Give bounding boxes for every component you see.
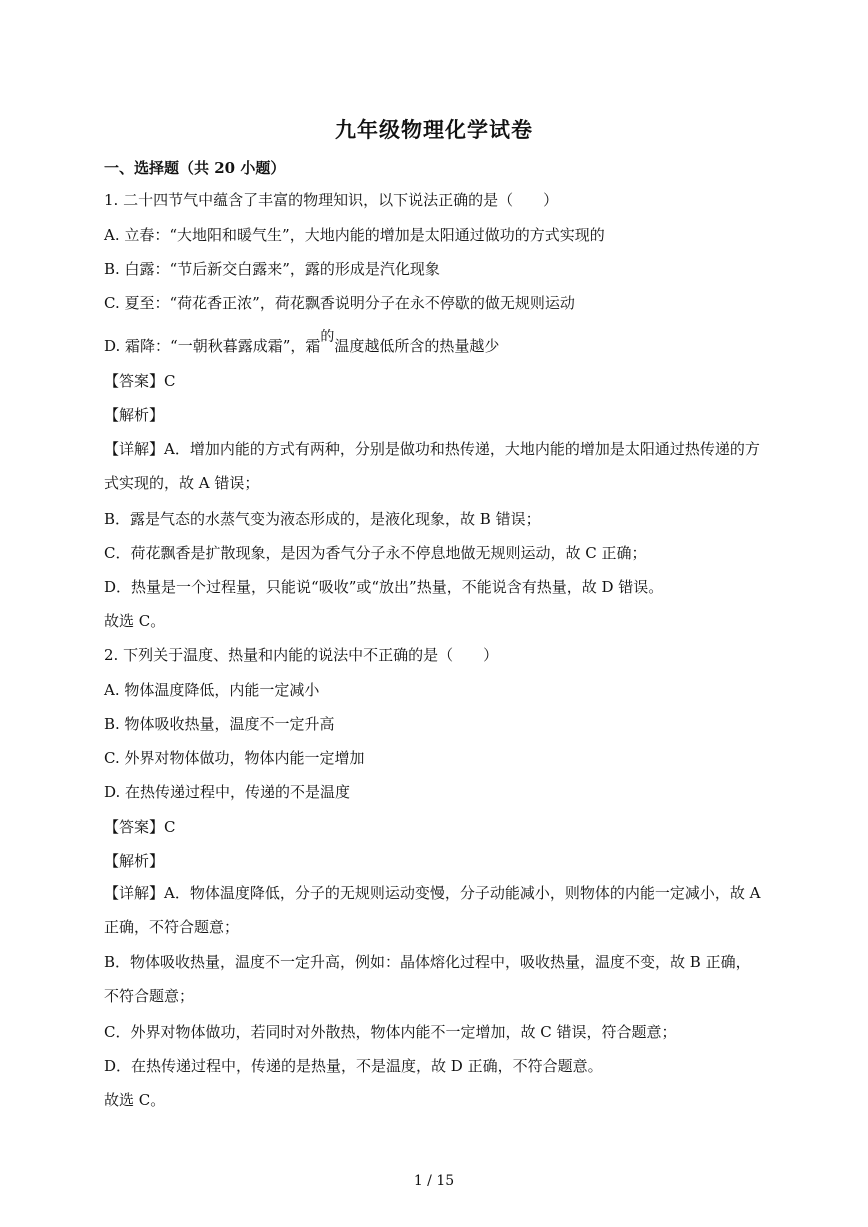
question-1-detail-b: B．露是气态的水蒸气变为液态形成的，是液化现象，故 B 错误； xyxy=(104,510,541,528)
question-2-option-a: A. 物体温度降低，内能一定减小 xyxy=(104,681,320,699)
question-2-analysis-label: 【解析】 xyxy=(104,852,165,870)
question-1-option-d xyxy=(104,329,500,357)
option-d-text-before: D. 霜降：“一朝秋暮露成霜”，霜 xyxy=(104,337,321,355)
question-1-conclusion: 故选 C。 xyxy=(104,612,166,630)
question-2-option-d: D. 在热传递过程中，传递的不是温度 xyxy=(104,783,351,801)
page-title: 九年级物理化学试卷 xyxy=(335,117,533,142)
question-1-detail-d: D．热量是一个过程量，只能说“吸收”或“放出”热量，不能说含有热量，故 D 错误。 xyxy=(104,578,664,596)
question-1-detail-c: C．荷花飘香是扩散现象，是因为香气分子永不停息地做无规则运动，故 C 正确； xyxy=(104,544,647,562)
question-2-conclusion: 故选 C。 xyxy=(104,1091,166,1109)
option-d-text-after: 温度越低所含的热量越少 xyxy=(334,337,500,355)
question-1-option-c: C. 夏至：“荷花香正浓”，荷花飘香说明分子在永不停歇的做无规则运动 xyxy=(104,294,575,312)
question-2-stem: 2. 下列关于温度、热量和内能的说法中不正确的是（ ） xyxy=(104,646,499,664)
question-2-answer: 【答案】C xyxy=(104,818,176,836)
question-1-analysis-label: 【解析】 xyxy=(104,406,165,424)
question-1-detail-a: 【详解】A．增加内能的方式有两种，分别是做功和热传递，大地内能的增加是太阳通过热传递的方式实现的，故 A 错误； xyxy=(104,440,760,492)
question-1-answer: 【答案】C xyxy=(104,372,176,390)
question-2-option-b: B. 物体吸收热量，温度不一定升高 xyxy=(104,715,335,733)
option-d-raised-word: 的 xyxy=(320,329,335,345)
question-2-detail-d: D．在热传递过程中，传递的是热量，不是温度，故 D 正确，不符合题意。 xyxy=(104,1057,603,1075)
question-1-option-b: B. 白露：“节后新交白露来”，露的形成是汽化现象 xyxy=(104,260,440,278)
page-number: 1 / 15 xyxy=(413,1173,455,1189)
question-2-detail-a: 【详解】A．物体温度降低，分子的无规则运动变慢，分子动能减小，则物体的内能一定减小，故 A 正确，不符合题意； xyxy=(104,884,761,936)
question-2-option-c: C. 外界对物体做功，物体内能一定增加 xyxy=(104,749,365,767)
question-1-stem: 1. 二十四节气中蕴含了丰富的物理知识，以下说法正确的是（ ） xyxy=(104,191,559,209)
section-heading: 一、选择题（共 20 小题） xyxy=(104,159,286,177)
question-1-option-a: A. 立春：“大地阳和暖气生”，大地内能的增加是太阳通过做功的方式实现的 xyxy=(104,226,605,244)
question-2-detail-c: C．外界对物体做功，若同时对外散热，物体内能不一定增加，故 C 错误，符合题意； xyxy=(104,1023,677,1041)
question-2-detail-b: B．物体吸收热量，温度不一定升高，例如：晶体熔化过程中，吸收热量，温度不变，故 B 正确，不符合题意； xyxy=(104,953,751,1005)
